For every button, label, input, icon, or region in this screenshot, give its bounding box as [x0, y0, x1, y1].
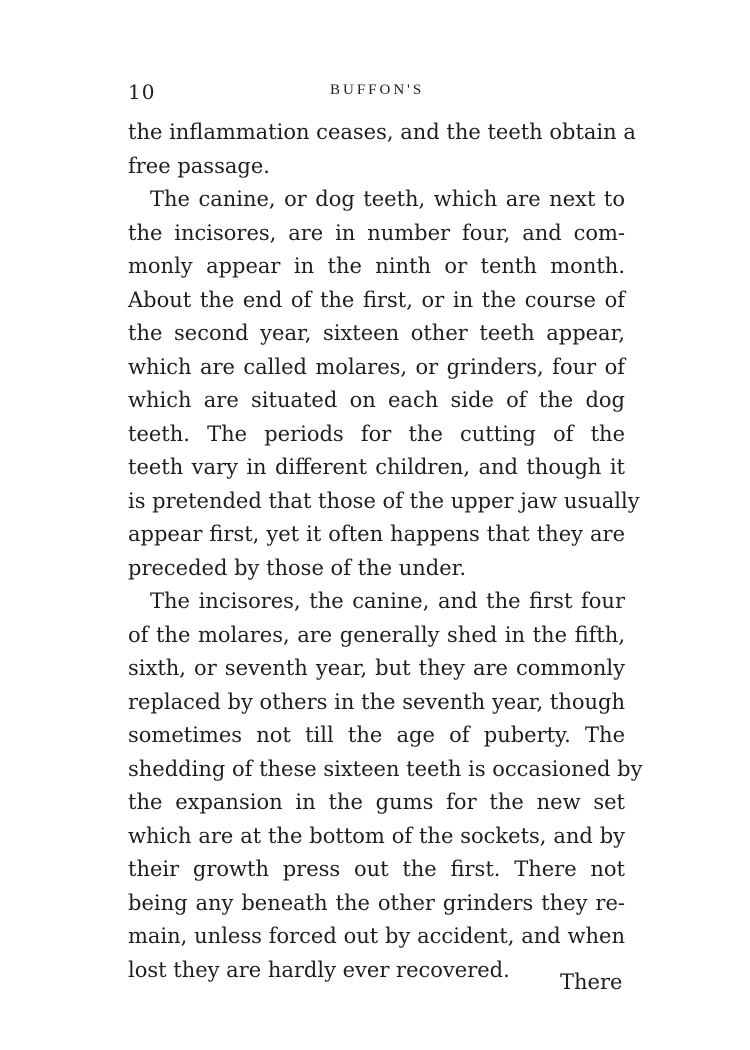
text-line: lost they are hardly ever recovered. — [128, 957, 510, 982]
text-line: The incisores, the canine, and the first four — [150, 589, 625, 613]
text-line: About the end of the first, or in the course of — [128, 287, 625, 312]
text-line: main, unless forced out by accident, and when — [128, 924, 625, 948]
text-line: is pretended that those of the upper jaw usually — [128, 488, 640, 513]
text-line: of the molares, are generally shed in the fifth, — [128, 622, 625, 647]
body-text — [128, 116, 643, 987]
text-line: preceded by those of the under. — [128, 555, 467, 580]
text-line: the incisores, are in number four, and com- — [128, 220, 625, 245]
text-line: their growth press out the first. There not — [128, 857, 625, 881]
text-line: teeth. The periods for the cutting of the — [128, 421, 625, 446]
text-line: sixth, or seventh year, but they are commonly — [128, 656, 625, 680]
text-line: monly appear in the ninth or tenth month. — [128, 254, 625, 278]
text-line: the expansion in the gums for the new set — [128, 790, 625, 814]
text-line: being any beneath the other grinders they re- — [128, 890, 625, 915]
text-line: which are at the bottom of the sockets, and by — [128, 823, 625, 848]
text-line: the inflammation ceases, and the teeth obtain a — [128, 120, 636, 144]
text-line: The canine, or dog teeth, which are next to — [150, 187, 625, 211]
text-line: shedding of these sixteen teeth is occasioned by — [128, 756, 643, 781]
catchword: There — [560, 970, 623, 994]
text-line: sometimes not till the age of puberty. The — [128, 723, 625, 747]
running-head: BUFFON'S — [330, 82, 425, 98]
page-number: 10 — [128, 80, 156, 104]
page-header — [128, 80, 628, 110]
text-line: which are situated on each side of the dog — [128, 388, 625, 412]
text-line: replaced by others in the seventh year, though — [128, 689, 625, 714]
text-line: appear first, yet it often happens that they are — [128, 522, 625, 546]
text-line: free passage. — [128, 153, 270, 178]
text-line: teeth vary in different children, and though it — [128, 455, 625, 479]
text-line: which are called molares, or grinders, four of — [128, 354, 625, 379]
text-line: the second year, sixteen other teeth appear, — [128, 321, 625, 345]
